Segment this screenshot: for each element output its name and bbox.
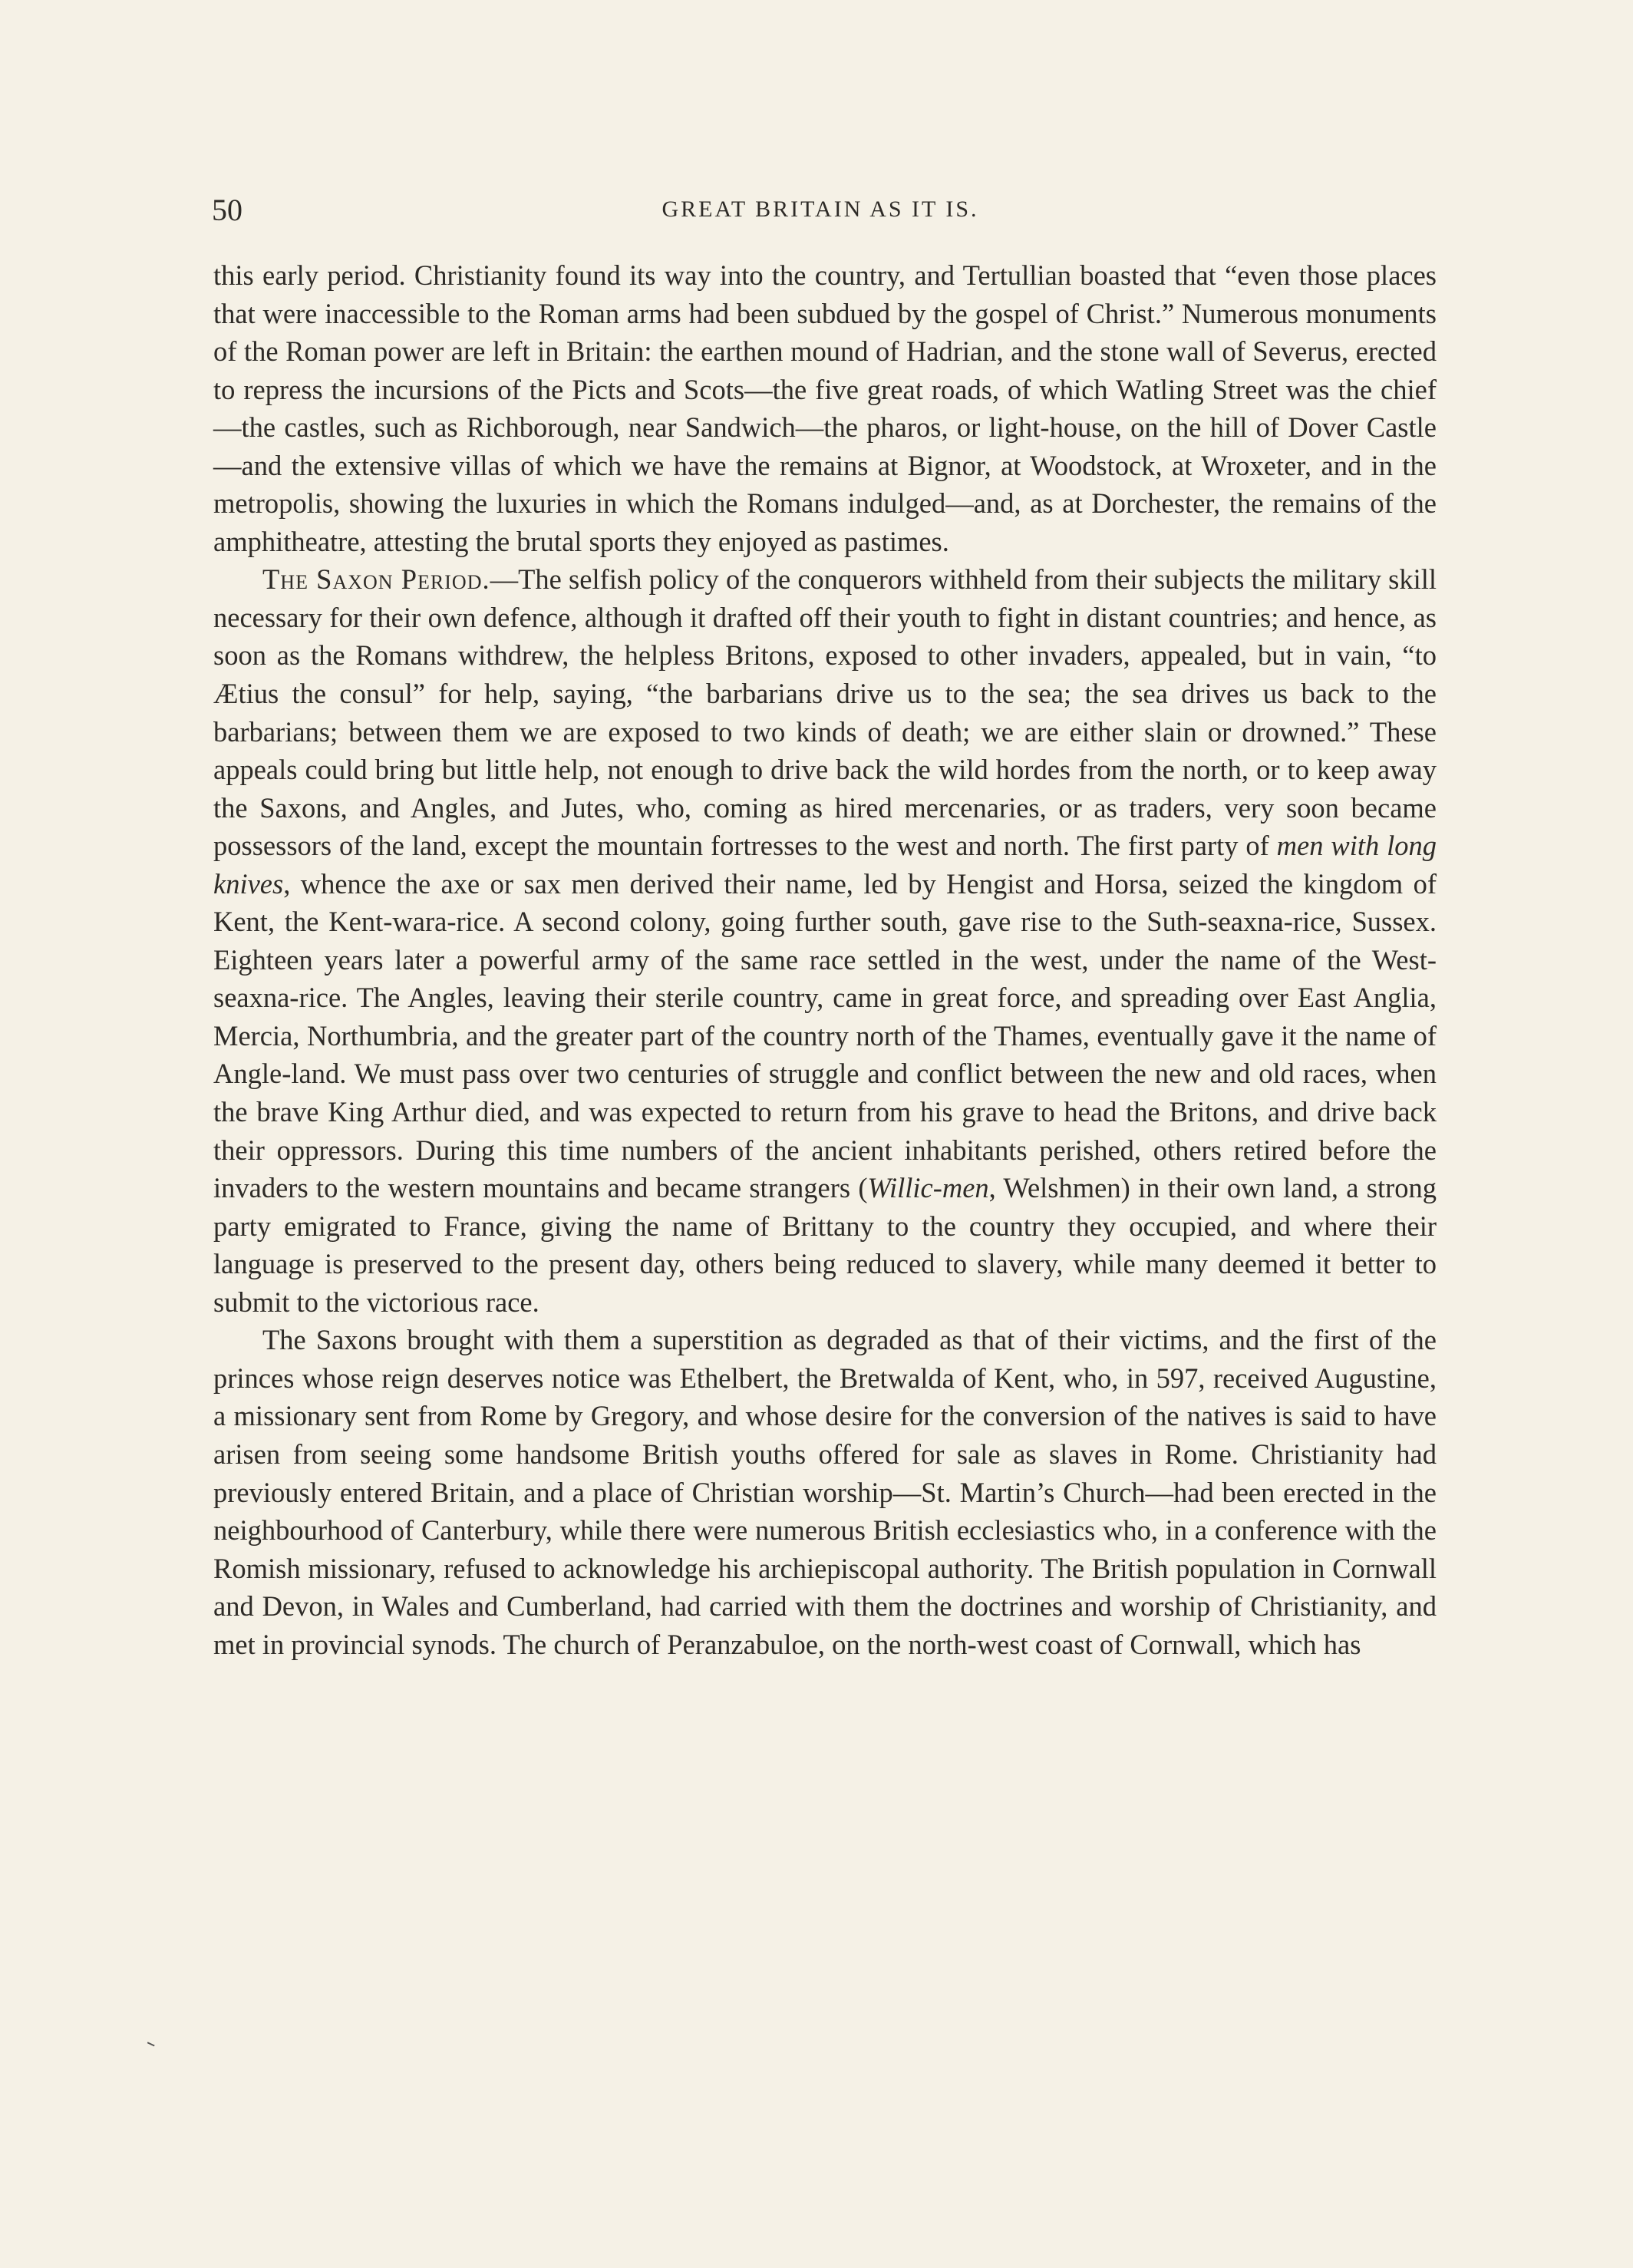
section-heading-saxon-period: The Saxon Period. [262, 563, 490, 596]
paragraph-saxon-period [213, 560, 1437, 1321]
body-text [213, 256, 1437, 1663]
paragraph-saxon-christianity: The Saxons brought with them a superstition as degraded as that of their victims, and the first of the princes whose reign deserves notice was Ethelbert, the Bretwalda of Kent, who, in 597, received Augustine, a missionary sent from Rome by Gregory, and whose desire for the conversion of the natives is said to have arisen from seeing some handsome British youths offered for sale as slaves in Rome. Christianity had previously entered Britain, and a place of Christian worship—St. Martin’s Church—had been erected in the neighbourhood of Canterbury, while there were numerous British ecclesiastics who, in a conference with the Romish missionary, refused to acknowledge his archiepiscopal authority. The British population in Cornwall and Devon, in Wales and Cumberland, had carried with them the doctrines and worship of Christianity, and met in provincial synods. The church of Peranzabuloe, on the north-west coast of Cornwall, which has [213, 1324, 1437, 1660]
print-speck [144, 2042, 154, 2052]
paragraph-text: , Welshmen) in their own land, a strong party emigrated to France, giving the name of Brittany to the country they occupied, and where their language is preserved to the present day, others being reduced to slavery, while many deemed it better to submit to the victorious race. [213, 1172, 1437, 1318]
italic-phrase: men with long knives [213, 830, 1437, 900]
paragraph-text: , whence the axe or sax men derived their name, led by Hengist and Horsa, seized the kingdom of Kent, the Kent-wara-rice. A second colony, going further south, gave rise to the Suth-seaxna-rice, Sussex. Eighteen years later a powerful army of the same race settled in the west, under the name of the West-seaxna-rice. The Angles, leaving their sterile country, came in great force, and spreading over East Anglia, Mercia, Northumbria, and the greater part of the country north of the Thames, eventually gave it the name of Angle-land. We must pass over two centuries of struggle and conflict between the new and old races, when the brave King Arthur died, and was expected to return from his grave to head the Britons, and drive back their oppressors. During this time numbers of the ancient inhabitants perished, others retired before the invaders to the western mountains and became strangers ( [213, 867, 1437, 1204]
italic-phrase: Willic-men [867, 1172, 989, 1204]
paragraph-text: —The selfish policy of the conquerors withheld from their subjects the military skill necessary for their own defence, although it drafted off their youth to fight in distant countries; and hence, as soon as the Romans withdrew, the helpless Britons, exposed to other invaders, appealed, but in vain, “to Ætius the consul” for help, saying, “the barbarians drive us to the sea; the sea drives us back to the barbarians; between them we are exposed to two kinds of death; we are either slain or drowned.” These appeals could bring but little help, not enough to drive back the wild hordes from the north, or to keep away the Saxons, and Angles, and Jutes, who, coming as hired mercenaries, or as traders, very soon became possessors of the land, except the mountain fortresses to the west and north. The first party of [213, 563, 1437, 862]
page-header [212, 192, 1429, 238]
paragraph-roman-monuments: this early period. Christianity found its way into the country, and Tertullian boasted that “even those places that were inaccessible to the Roman arms had been subdued by the gospel of Christ.” Numerous monuments of the Roman power are left in Britain: the earthen mound of Hadrian, and the stone wall of Severus, erected to repress the incursions of the Picts and Scots—the five great roads, of which Watling Street was the chief—the castles, such as Richborough, near Sandwich—the pharos, or light-house, on the hill of Dover Castle—and the extensive villas of which we have the remains at Bignor, at Woodstock, at Wroxeter, and in the metropolis, showing the luxuries in which the Romans indulged—and, as at Dorchester, the remains of the amphitheatre, attesting the brutal sports they enjoyed as pastimes. [213, 259, 1437, 557]
running-head: GREAT BRITAIN AS IT IS. [661, 196, 979, 222]
page-number: 50 [212, 193, 242, 227]
